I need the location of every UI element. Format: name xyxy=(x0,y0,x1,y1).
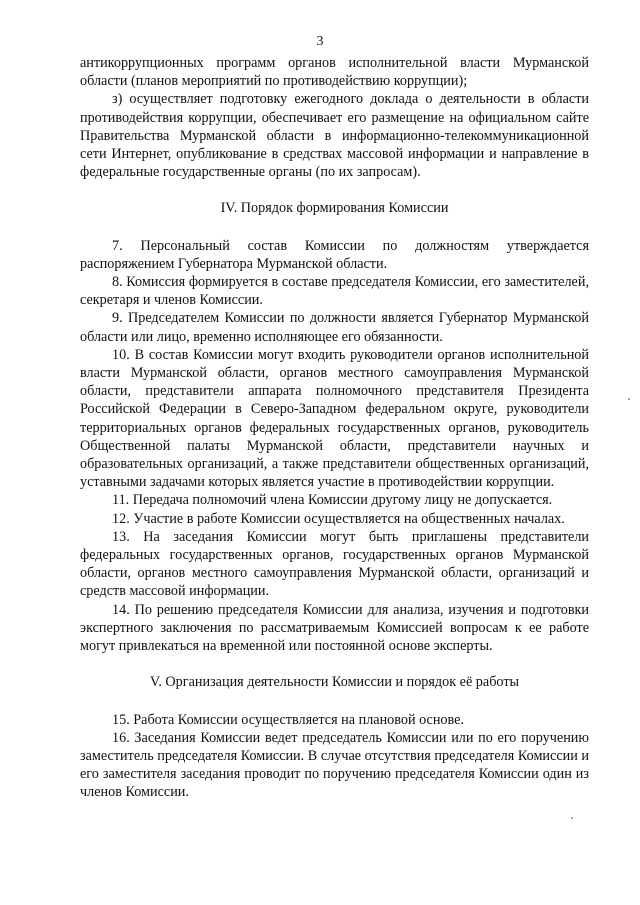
scan-speck xyxy=(628,398,630,400)
paragraph-8: 8. Комиссия формируется в составе председателя Комиссии, его заместителей, секретаря и членов Комиссии. xyxy=(80,274,589,309)
paragraph-item-z: з) осуществляет подготовку ежегодного доклада о деятельности в области противодействия коррупции, обеспечивает его размещение на официальном сайте Правительства Мурманской области в информационно-телекоммуникационной сети Интернет, опубликование в средствах массовой информации и направление в федеральные государственные органы (по их запросам). xyxy=(80,91,589,181)
paragraph-16: 16. Заседания Комиссии ведет председатель Комиссии или по его поручению заместитель председателя Комиссии. В случае отсутствия председателя Комиссии и его заместителя заседания проводит по поручению председателя Комиссии один из членов Комиссии. xyxy=(80,729,589,801)
paragraph-15: 15. Работа Комиссии осуществляется на плановой основе. xyxy=(112,711,464,728)
paragraph-intro-continuation: антикоррупционных программ органов исполнительной власти Мурманской области (планов мероприятий по противодействию коррупции); xyxy=(80,55,589,90)
paragraph-13: 13. На заседания Комиссии могут быть приглашены представители федеральных государственных органов, государственных органов Мурманской области, органов местного самоуправления Мурманской области, организаций и средств массовой информации. xyxy=(80,528,589,600)
document-body xyxy=(80,54,589,802)
section-heading-v: V. Организация деятельности Комиссии и порядок её работы xyxy=(149,674,520,691)
paragraph-11: 11. Передача полномочий члена Комиссии другому лицу не допускается. xyxy=(112,492,553,509)
paragraph-10: 10. В состав Комиссии могут входить руководители органов исполнительной власти Мурманской области, органов местного самоуправления Мурманской области, представители аппарата полномочного представителя Президента Российской Федерации в Северо-Западном федеральном округе, руководители территориальных органов федеральных государственных органов, руководитель Общественной палаты Мурманской области, представители научных и образовательных организаций, а также представители общественных организаций, уставными задачами которых является участие в противодействии коррупции. xyxy=(80,346,589,491)
section-heading-iv: IV. Порядок формирования Комиссии xyxy=(220,200,449,217)
page-number: 3 xyxy=(316,34,324,49)
paragraph-9: 9. Председателем Комиссии по должности является Губернатор Мурманской области или лицо, временно исполняющее его обязанности. xyxy=(80,310,589,345)
scan-speck xyxy=(571,817,573,819)
paragraph-12: 12. Участие в работе Комиссии осуществляется на общественных началах. xyxy=(112,510,565,527)
paragraph-14: 14. По решению председателя Комиссии для анализа, изучения и подготовки экспертного заключения по рассматриваемым Комиссией вопросам к ее работе могут привлекаться на временной или постоянной основе эксперты. xyxy=(80,601,589,655)
paragraph-7: 7. Персональный состав Комиссии по должностям утверждается распоряжением Губернатора Мурманской области. xyxy=(80,237,589,272)
